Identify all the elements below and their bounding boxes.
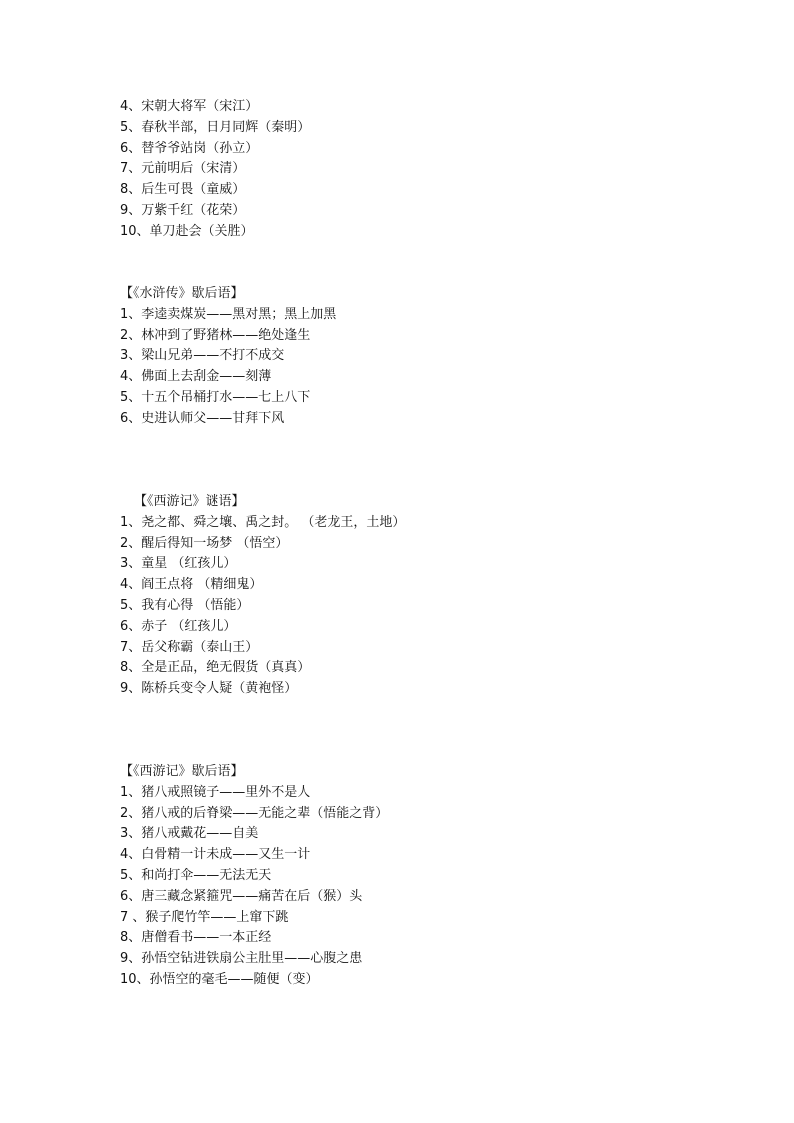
- list-item: 10、孙悟空的毫毛——随便（变）: [120, 971, 319, 987]
- list-item: 5、我有心得 （悟能）: [120, 597, 250, 613]
- list-item: 1、尧之都、舜之壤、禹之封。 （老龙王，土地）: [120, 514, 406, 530]
- list-item: 1、猪八戒照镜子——里外不是人: [120, 784, 311, 800]
- list-item: 9、孙悟空钻进铁扇公主肚里——心腹之患: [120, 951, 363, 967]
- list-item: 3、梁山兄弟——不打不成交: [120, 348, 285, 364]
- list-item: 3、童星 （红孩儿）: [120, 556, 237, 572]
- list-item: 5、和尚打伞——无法无天: [120, 867, 272, 883]
- list-item: 6、史进认师父——甘拜下风: [120, 410, 285, 426]
- list-item: 2、醒后得知一场梦 （悟空）: [120, 535, 289, 551]
- list-item: 6、赤子 （红孩儿）: [120, 618, 237, 634]
- list-item: 8、唐僧看书——一本正经: [120, 930, 272, 946]
- list-item: 10、单刀赴会（关胜）: [120, 223, 254, 239]
- section-heading: 【《西游记》歇后语】: [120, 764, 244, 779]
- list-item: 5、十五个吊桶打水——七上八下: [120, 389, 311, 405]
- list-item: 8、全是正品，绝无假货（真真）: [120, 660, 311, 676]
- list-item: 6、唐三藏念紧箍咒——痛苦在后（猴）头: [120, 888, 363, 904]
- list-item: 6、替爷爷站岗（孙立）: [120, 140, 259, 156]
- list-item: 4、宋朝大将军（宋江）: [120, 99, 259, 114]
- xiyouji-xiehouyu-section: [120, 762, 388, 991]
- list-item: 7、元前明后（宋清）: [120, 161, 246, 177]
- list-item: 7、岳父称霸（泰山王）: [120, 639, 259, 655]
- list-item: 8、后生可畏（童威）: [120, 182, 246, 198]
- shuihu-riddles-continued: [120, 97, 310, 243]
- section-heading: 【《水浒传》歇后语】: [120, 286, 244, 301]
- list-item: 9、陈桥兵变令人疑（黄袍怪）: [120, 681, 298, 697]
- list-item: 4、白骨精一计未成——又生一计: [120, 847, 311, 863]
- list-item: 9、万紫千红（花荣）: [120, 202, 246, 218]
- section-heading: 【《西游记》谜语】: [134, 494, 245, 509]
- xiyouji-riddles-section: [120, 492, 405, 700]
- list-item: 3、猪八戒戴花——自美: [120, 826, 259, 842]
- shuihu-xiehouyu-section: [120, 284, 336, 430]
- list-item: 5、春秋半部，日月同辉（秦明）: [120, 119, 311, 135]
- list-item: 4、佛面上去刮金——刻薄: [120, 369, 272, 385]
- list-item: 7 、猴子爬竹竿——上窜下跳: [120, 909, 289, 925]
- list-item: 1、李逵卖煤炭——黑对黑；黑上加黑: [120, 306, 337, 322]
- list-item: 4、阎王点将 （精细鬼）: [120, 577, 263, 593]
- list-item: 2、林冲到了野猪林——绝处逢生: [120, 327, 311, 343]
- list-item: 2、猪八戒的后脊梁——无能之辈（悟能之背）: [120, 805, 389, 821]
